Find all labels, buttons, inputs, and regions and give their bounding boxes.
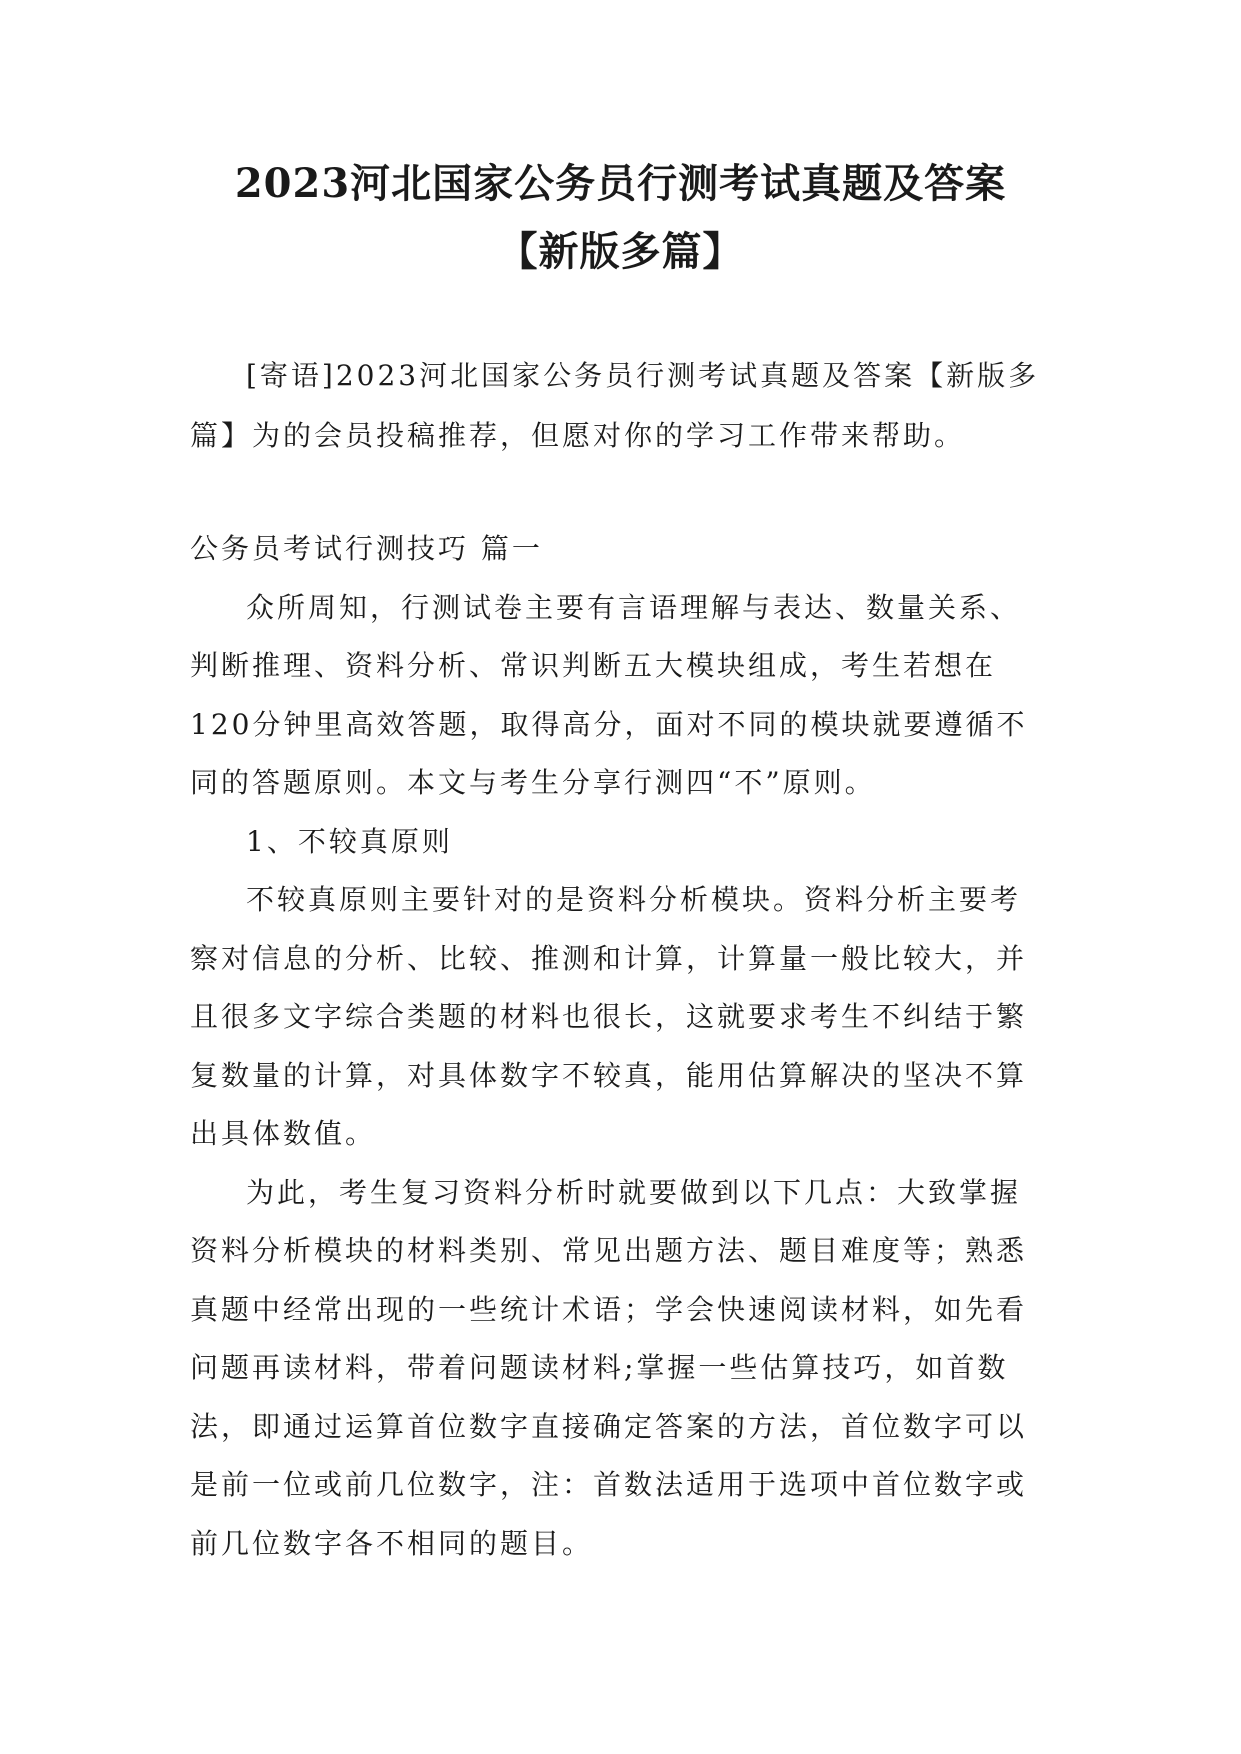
subheading-principle-1: 1、不较真原则 <box>246 824 453 858</box>
document-title-line2: 【新版多篇】 <box>497 228 744 275</box>
body-paragraph: 为此，考生复习资料分析时就要做到以下几点：大致掌握资料分析模块的材料类别、常见出题方法、题目难度等；熟悉真题中经常出现的一些统计术语；学会快速阅读材料，如先看问题再读材料，带着问题读材料;掌握一些估算技巧，如首数法，即通过运算首位数字直接确定答案的方法，首位数字可以是前一位或前几位数字，注：首数法适用于选项中首位数字或前几位数字各不相同的题目。 <box>190 1175 1028 1560</box>
document-title-line1: 2023河北国家公务员行测考试真题及答案 <box>234 160 1007 207</box>
body-paragraph: 众所周知，行测试卷主要有言语理解与表达、数量关系、判断推理、资料分析、常识判断五大模块组成，考生若想在120分钟里高效答题，取得高分，面对不同的模块就要遵循不同的答题原则。本文与考生分享行测四“不”原则。 <box>190 590 1028 799</box>
article-body <box>190 520 1050 1573</box>
section-heading: 公务员考试行测技巧 篇一 <box>190 532 543 565</box>
body-paragraph: 不较真原则主要针对的是资料分析模块。资料分析主要考察对信息的分析、比较、推测和计算，计算量一般比较大，并且很多文字综合类题的材料也很长，这就要求考生不纠结于繁复数量的计算，对具体数字不较真，能用估算解决的坚决不算出具体数值。 <box>190 883 1028 1150</box>
intro-paragraph: [寄语]2023河北国家公务员行测考试真题及答案【新版多篇】为的会员投稿推荐，但愿对你的学习工作带来帮助。 <box>190 359 1040 452</box>
intro-block <box>190 346 1050 466</box>
